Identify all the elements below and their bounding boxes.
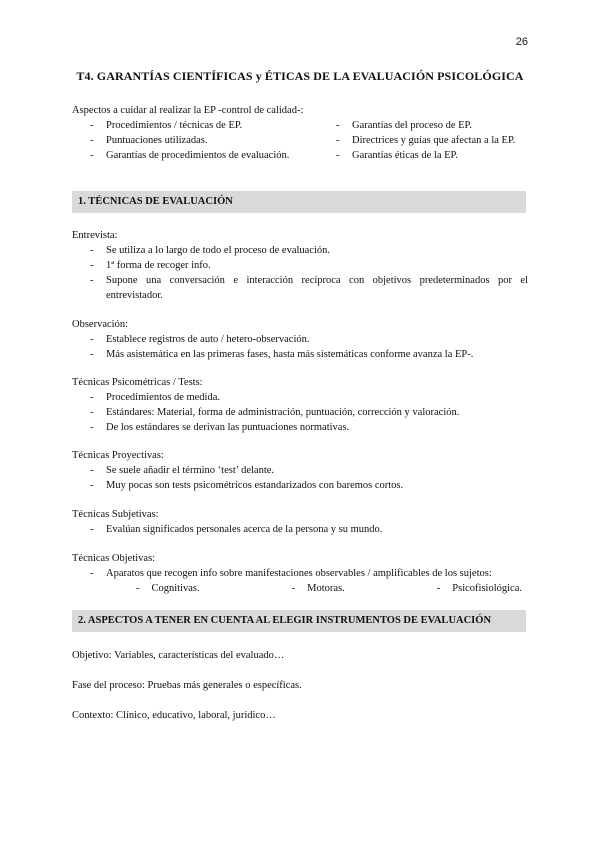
aspects-right-list [318, 118, 528, 163]
list-item: - Puntuaciones utilizadas. [90, 135, 208, 146]
bullet-dash: - [90, 334, 94, 345]
subjetivas-list [72, 522, 528, 537]
section-2-line-fase: Fase del proceso: Pruebas más generales o específicas. [72, 680, 302, 691]
list-item: - De los estándares se derivan las puntuaciones normativas. [90, 422, 350, 433]
document-title: T4. GARANTÍAS CIENTÍFICAS y ÉTICAS DE LA EVALUACIÓN PSICOLÓGICA [76, 69, 524, 83]
list-item: - 1ª forma de recoger info. [90, 260, 211, 271]
psicometricas-block [72, 375, 528, 435]
entrevista-list [72, 243, 528, 303]
objetivas-block [72, 551, 528, 596]
aspects-left-list [72, 118, 312, 163]
observacion-label: Observación: [72, 319, 128, 330]
bullet-dash: - [90, 260, 94, 271]
bullet-dash: - [90, 465, 94, 476]
bullet-dash: - [90, 135, 94, 146]
objetivas-label: Técnicas Objetivas: [72, 553, 156, 564]
list-item: - Procedimientos / técnicas de EP. [90, 120, 243, 131]
list-item: - Más asistemática en las primeras fases, hasta más sistemáticas conforme avanza la EP-. [90, 349, 474, 360]
bullet-dash: - [436, 583, 441, 594]
bullet-dash: - [90, 480, 94, 491]
bullet-dash: - [90, 245, 94, 256]
aspects-columns [72, 118, 528, 163]
bullet-dash: - [336, 120, 340, 131]
subjetivas-block [72, 507, 528, 537]
proyectivas-list [72, 463, 528, 493]
list-item: - Motoras. [291, 583, 345, 594]
list-item: - Evalúan significados personales acerca de la persona y su mundo. [90, 524, 383, 535]
page-number: 26 [515, 36, 528, 48]
bullet-dash: - [90, 349, 94, 360]
list-item: - Estándares: Material, forma de administración, puntuación, corrección y valoración. [90, 407, 460, 418]
bullet-dash: - [90, 422, 94, 433]
list-item: - Garantías del proceso de EP. [336, 120, 472, 131]
psicometricas-label: Técnicas Psicométricas / Tests: [72, 377, 203, 388]
bullet-dash: - [136, 583, 140, 594]
proyectivas-label: Técnicas Proyectivas: [72, 450, 164, 461]
bullet-dash: - [90, 568, 94, 579]
list-item: - Procedimientos de medida. [90, 392, 221, 403]
list-item: - Se utiliza a lo largo de todo el proceso de evaluación. [90, 245, 331, 256]
section-2-line-objetivo: Objetivo: Variables, características del evaluado… [72, 650, 285, 661]
bullet-dash: - [90, 275, 94, 286]
bullet-dash: - [90, 392, 94, 403]
aspects-intro: Aspectos a cuidar al realizar la EP -control de calidad-: [72, 105, 304, 116]
bullet-dash: - [90, 150, 94, 161]
section-2-heading: 2. ASPECTOS A TENER EN CUENTA AL ELEGIR INSTRUMENTOS DE EVALUACIÓN [72, 610, 526, 632]
bullet-dash: - [336, 150, 340, 161]
objetivas-list [72, 566, 528, 581]
observacion-list [72, 332, 528, 362]
section-1-heading: 1. TÉCNICAS DE EVALUACIÓN [72, 191, 526, 213]
list-item: - Establece registros de auto / hetero-observación. [90, 334, 310, 345]
list-item: - Directrices y guías que afectan a la EP. [336, 135, 516, 146]
subjetivas-label: Técnicas Subjetivas: [72, 509, 159, 520]
list-item: - Garantías éticas de la EP. [336, 150, 458, 161]
list-item: - Supone una conversación e interacción recíproca con objetivos predeterminados por el entrevistador. [90, 275, 528, 301]
list-item: - Se suele añadir el término ‘test’ delante. [90, 465, 275, 476]
section-2-line-contexto: Contexto: Clínico, educativo, laboral, jurídico… [72, 710, 276, 721]
bullet-dash: - [291, 583, 296, 594]
list-item: - Garantías de procedimientos de evaluación. [90, 150, 290, 161]
bullet-dash: - [90, 407, 94, 418]
list-item: - Muy pocas son tests psicométricos estandarizados con baremos cortos. [90, 480, 404, 491]
entrevista-block [72, 228, 528, 303]
entrevista-label: Entrevista: [72, 230, 118, 241]
list-item: - Cognitivas. [136, 583, 200, 594]
list-item: - Aparatos que recogen info sobre manifestaciones observables / amplificables de los sujetos: [90, 568, 492, 579]
bullet-dash: - [336, 135, 340, 146]
observacion-block [72, 317, 528, 362]
bullet-dash: - [90, 524, 94, 535]
psicometricas-list [72, 390, 528, 435]
objetivas-sub-list [72, 581, 528, 596]
list-item: - Psicofisiológica. [436, 583, 522, 594]
aspects-block [72, 103, 528, 163]
bullet-dash: - [90, 120, 94, 131]
proyectivas-block [72, 448, 528, 493]
